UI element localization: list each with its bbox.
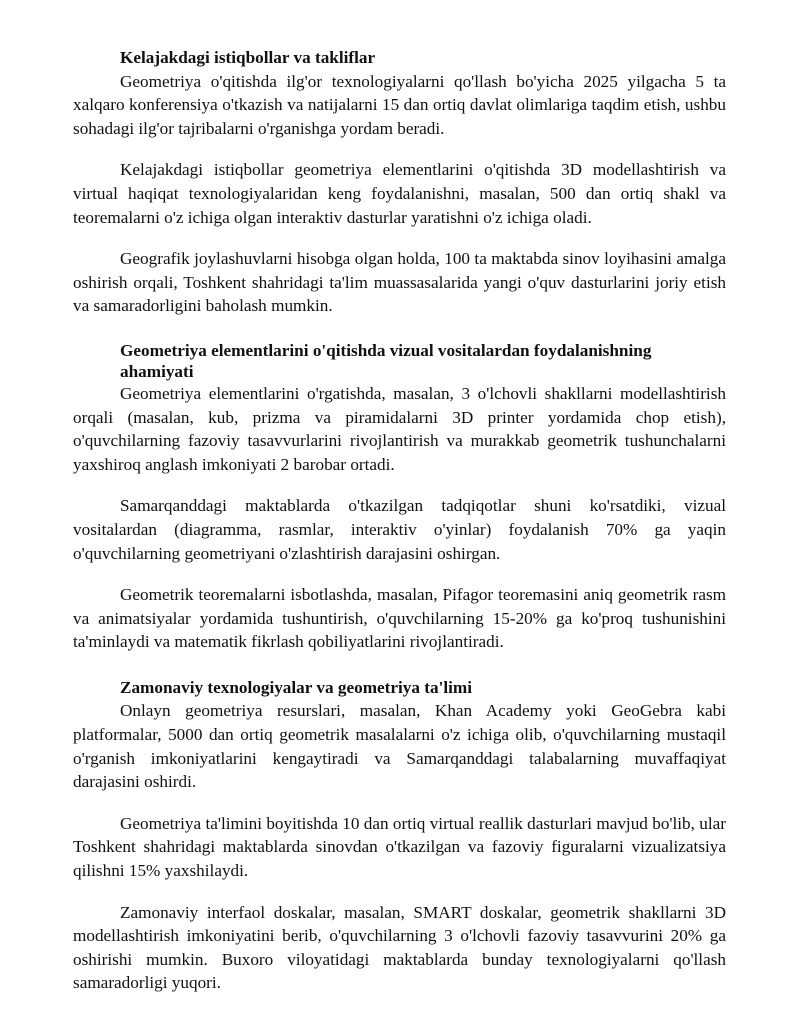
section-heading: Kelajakdagi istiqbollar va takliflar <box>120 48 376 67</box>
paragraph: Geometriya o'qitishda ilg'or texnologiyalarni qo'llash bo'yicha 2025 yilgacha 5 ta xalqaro konferensiya o'tkazish va natijalarni 15 dan ortiq davlat olimlariga taqdim etish, ushbu sohadagi ilg'or tajribalarni o'rganishga yordam beradi. <box>73 71 726 138</box>
document-page <box>73 46 726 1013</box>
paragraph: Zamonaviy interfaol doskalar, masalan, SMART doskalar, geometrik shakllarni 3D modellashtirish imkoniyatini berib, o'quvchilarning 3 o'lchovli fazoviy tasavvurini 20% ga oshirishi mumkin. Buxoro viloyatidagi maktablarda bunday texnologiyalarni qo'llash samaradorligi yuqori. <box>73 902 726 993</box>
section-future-prospects <box>73 46 726 318</box>
paragraph: Geometrik teoremalarni isbotlashda, masalan, Pifagor teoremasini aniq geometrik rasm va animatsiyalar yordamida tushuntirish, o'quvchilarning 15-20% ga ko'proq tushunishini ta'minlaydi va matematik fikrlash qobiliyatlarini rivojlantiradi. <box>73 585 726 652</box>
paragraph: Samarqanddagi maktablarda o'tkazilgan tadqiqotlar shuni ko'rsatdiki, vizual vositalardan (diagramma, rasmlar, interaktiv o'yinlar) foydalanish 70% ga yaqin o'quvchilarning geometriyani o'zlashtirish darajasini oshirgan. <box>73 496 726 563</box>
paragraph: Geometriya ta'limini boyitishda 10 dan ortiq virtual reallik dasturlari mavjud bo'lib, ular Toshkent shahridagi maktablarda sinovdan o'tkazilgan va fazoviy figuralarni vizualizatsiya qilishni 15% yaxshilaydi. <box>73 813 726 881</box>
paragraph: Geometriya elementlarini o'rgatishda, masalan, 3 o'lchovli shakllarni modellashtirish orqali (masalan, kub, prizma va piramidalarni 3D printer yordamida chop etish), o'quvchilarning fazoviy tasavvurlarini rivojlantirish va murakkab geometrik tushunchalarni yaxshiroq anglash imkoniyati 2 barobar ortadi. <box>73 383 726 474</box>
paragraph: Kelajakdagi istiqbollar geometriya elementlarini o'qitishda 3D modellashtirish va virtual haqiqat texnologiyalaridan keng foydalanishni, masalan, 500 dan ortiq shakl va teoremalarni o'z ichiga olgan interaktiv dasturlar yaratishni o'z ichiga oladi. <box>73 160 726 227</box>
section-visual-tools <box>73 340 726 654</box>
section-heading: Geometriya elementlarini o'qitishda vizual vositalardan foydalanishning ahamiyati <box>120 340 652 381</box>
section-modern-technologies <box>73 676 726 995</box>
paragraph: Geografik joylashuvlarni hisobga olgan holda, 100 ta maktabda sinov loyihasini amalga oshirish orqali, Toshkent shahridagi ta'lim muassasalarida yangi o'quv dasturlarini joriy etish va samaradorligini baholash mumkin. <box>73 249 726 316</box>
section-heading: Zamonaviy texnologiyalar va geometriya ta'limi <box>120 677 472 697</box>
paragraph: Onlayn geometriya resurslari, masalan, Khan Academy yoki GeoGebra kabi platformalar, 5000 dan ortiq geometrik masalalarni o'z ichiga olib, o'quvchilarning mustaqil o'rganish imkoniyatlarini kengaytiradi va Samarqanddagi talabalarning muvaffaqiyat darajasini oshirdi. <box>73 701 726 792</box>
